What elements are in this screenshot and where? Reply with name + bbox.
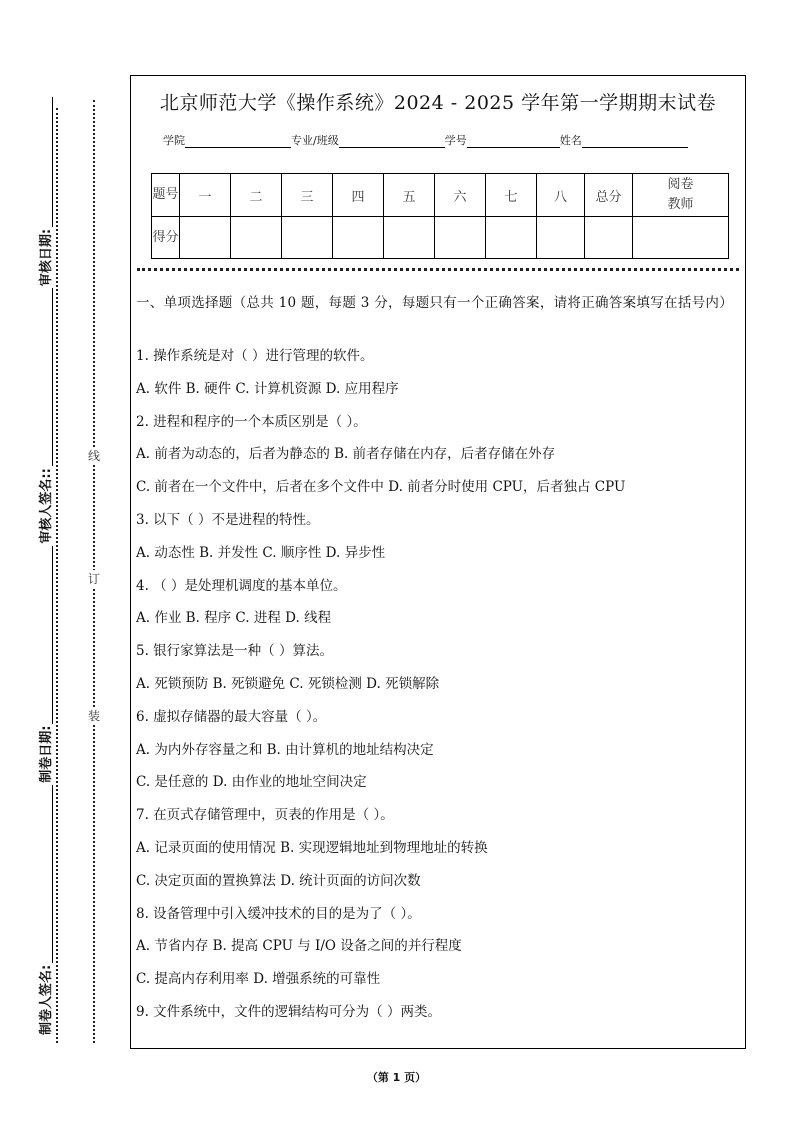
- exam-title: 北京师范大学《操作系统》2024 - 2025 学年第一学期期末试卷: [159, 92, 717, 114]
- score-col-3: 三: [282, 174, 333, 217]
- score-col-8: 八: [537, 174, 585, 217]
- score-cell[interactable]: [537, 217, 585, 259]
- answer-options: A. 节省内存 B. 提高 CPU 与 I/O 设备之间的并行程度: [136, 938, 462, 955]
- score-cell[interactable]: [333, 217, 384, 259]
- exam-page: [130, 75, 746, 1049]
- major-class-label: 专业/班级: [291, 134, 339, 147]
- name-label: 姓名: [559, 134, 582, 147]
- maker-signature-line: [52, 785, 53, 963]
- score-col-7: 七: [486, 174, 537, 217]
- question-text: 5. 银行家算法是一种（ ）算法。: [136, 643, 333, 660]
- major-class-line: [339, 136, 445, 148]
- student-id-line: [467, 136, 560, 148]
- section-heading: 一、单项选择题（总共 10 题，每题 3 分，每题只有一个正确答案，请将正确答案填写在括号内）: [136, 295, 734, 311]
- student-id-label: 学号: [444, 134, 467, 147]
- maker-date-label: 制卷日期:: [39, 725, 54, 783]
- binding-dotted-line-outer: [56, 108, 58, 1043]
- answer-options: A. 记录页面的使用情况 B. 实现逻辑地址到物理地址的转换: [136, 840, 488, 856]
- score-cell[interactable]: [633, 217, 729, 259]
- score-col-2: 二: [231, 174, 282, 217]
- page-number: （第 1 页）: [366, 1071, 427, 1084]
- question-text: 7. 在页式存储管理中，页表的作用是（ ）。: [136, 807, 394, 824]
- margin-signature-fields: [35, 95, 55, 1035]
- student-info-row: [163, 132, 688, 148]
- score-col-4: 四: [333, 174, 384, 217]
- answer-options: A. 作业 B. 程序 C. 进程 D. 线程: [136, 610, 332, 627]
- score-cell[interactable]: [435, 217, 486, 259]
- question-number-header: 题号: [152, 174, 180, 217]
- score-cell[interactable]: [282, 217, 333, 259]
- answer-options: C. 前者在一个文件中，后者在多个文件中 D. 前者分时使用 CPU，后者独占 CPU: [136, 479, 626, 496]
- score-col-1: 一: [180, 174, 231, 217]
- answer-options: C. 提高内存利用率 D. 增强系统的可靠性: [136, 971, 381, 988]
- review-date-label: 审核日期:: [39, 228, 54, 287]
- score-cell[interactable]: [585, 217, 633, 259]
- question-text: 6. 虚拟存储器的最大容量（ ）。: [136, 708, 327, 725]
- reviewer-signature-line: [52, 288, 53, 466]
- name-line: [582, 136, 688, 148]
- question-text: 1. 操作系统是对（ ）进行管理的软件。: [136, 348, 374, 364]
- score-col-total: 总分: [585, 174, 633, 217]
- reviewer-signature-label: 审核人签名::: [39, 468, 54, 544]
- answer-options: A. 动态性 B. 并发性 C. 顺序性 D. 异步性: [136, 544, 386, 561]
- score-cell[interactable]: [384, 217, 435, 259]
- score-cell[interactable]: [231, 217, 282, 259]
- score-row-header: 得分: [152, 217, 180, 259]
- score-table: [151, 173, 729, 259]
- score-col-grader: 阅卷教师: [633, 174, 729, 217]
- review-date-line: [52, 97, 53, 227]
- question-text: 8. 设备管理中引入缓冲技术的目的是为了（ ）。: [136, 905, 421, 922]
- answer-options: C. 是任意的 D. 由作业的地址空间决定: [136, 774, 367, 791]
- question-text: 9. 文件系统中，文件的逻辑结构可分为（ ）两类。: [136, 1004, 441, 1020]
- college-label: 学院: [163, 134, 185, 147]
- answer-options: A. 前者为动态的，后者为静态的 B. 前者存储在内存，后者存储在外存: [136, 446, 556, 463]
- score-col-5: 五: [384, 174, 435, 217]
- binding-mark-xian: 线: [87, 449, 100, 463]
- score-cell[interactable]: [486, 217, 537, 259]
- dotted-separator: [137, 268, 739, 271]
- binding-mark-ding: 订: [87, 572, 100, 586]
- answer-options: A. 软件 B. 硬件 C. 计算机资源 D. 应用程序: [136, 380, 399, 397]
- answer-options: A. 死锁预防 B. 死锁避免 C. 死锁检测 D. 死锁解除: [136, 676, 440, 692]
- maker-signature-label: 制卷人签名:: [39, 964, 54, 1035]
- answer-options: C. 决定页面的置换算法 D. 统计页面的访问次数: [136, 872, 421, 889]
- score-col-6: 六: [435, 174, 486, 217]
- question-text: 2. 进程和程序的一个本质区别是（ ）。: [136, 413, 367, 430]
- question-text: 4. （ ）是处理机调度的基本单位。: [136, 577, 347, 594]
- maker-date-line: [52, 546, 53, 724]
- college-line: [185, 136, 291, 148]
- answer-options: A. 为内外存容量之和 B. 由计算机的地址结构决定: [136, 741, 434, 758]
- question-text: 3. 以下（ ）不是进程的特性。: [136, 512, 320, 528]
- score-cell[interactable]: [180, 217, 231, 259]
- binding-mark-zhuang: 装: [87, 709, 100, 723]
